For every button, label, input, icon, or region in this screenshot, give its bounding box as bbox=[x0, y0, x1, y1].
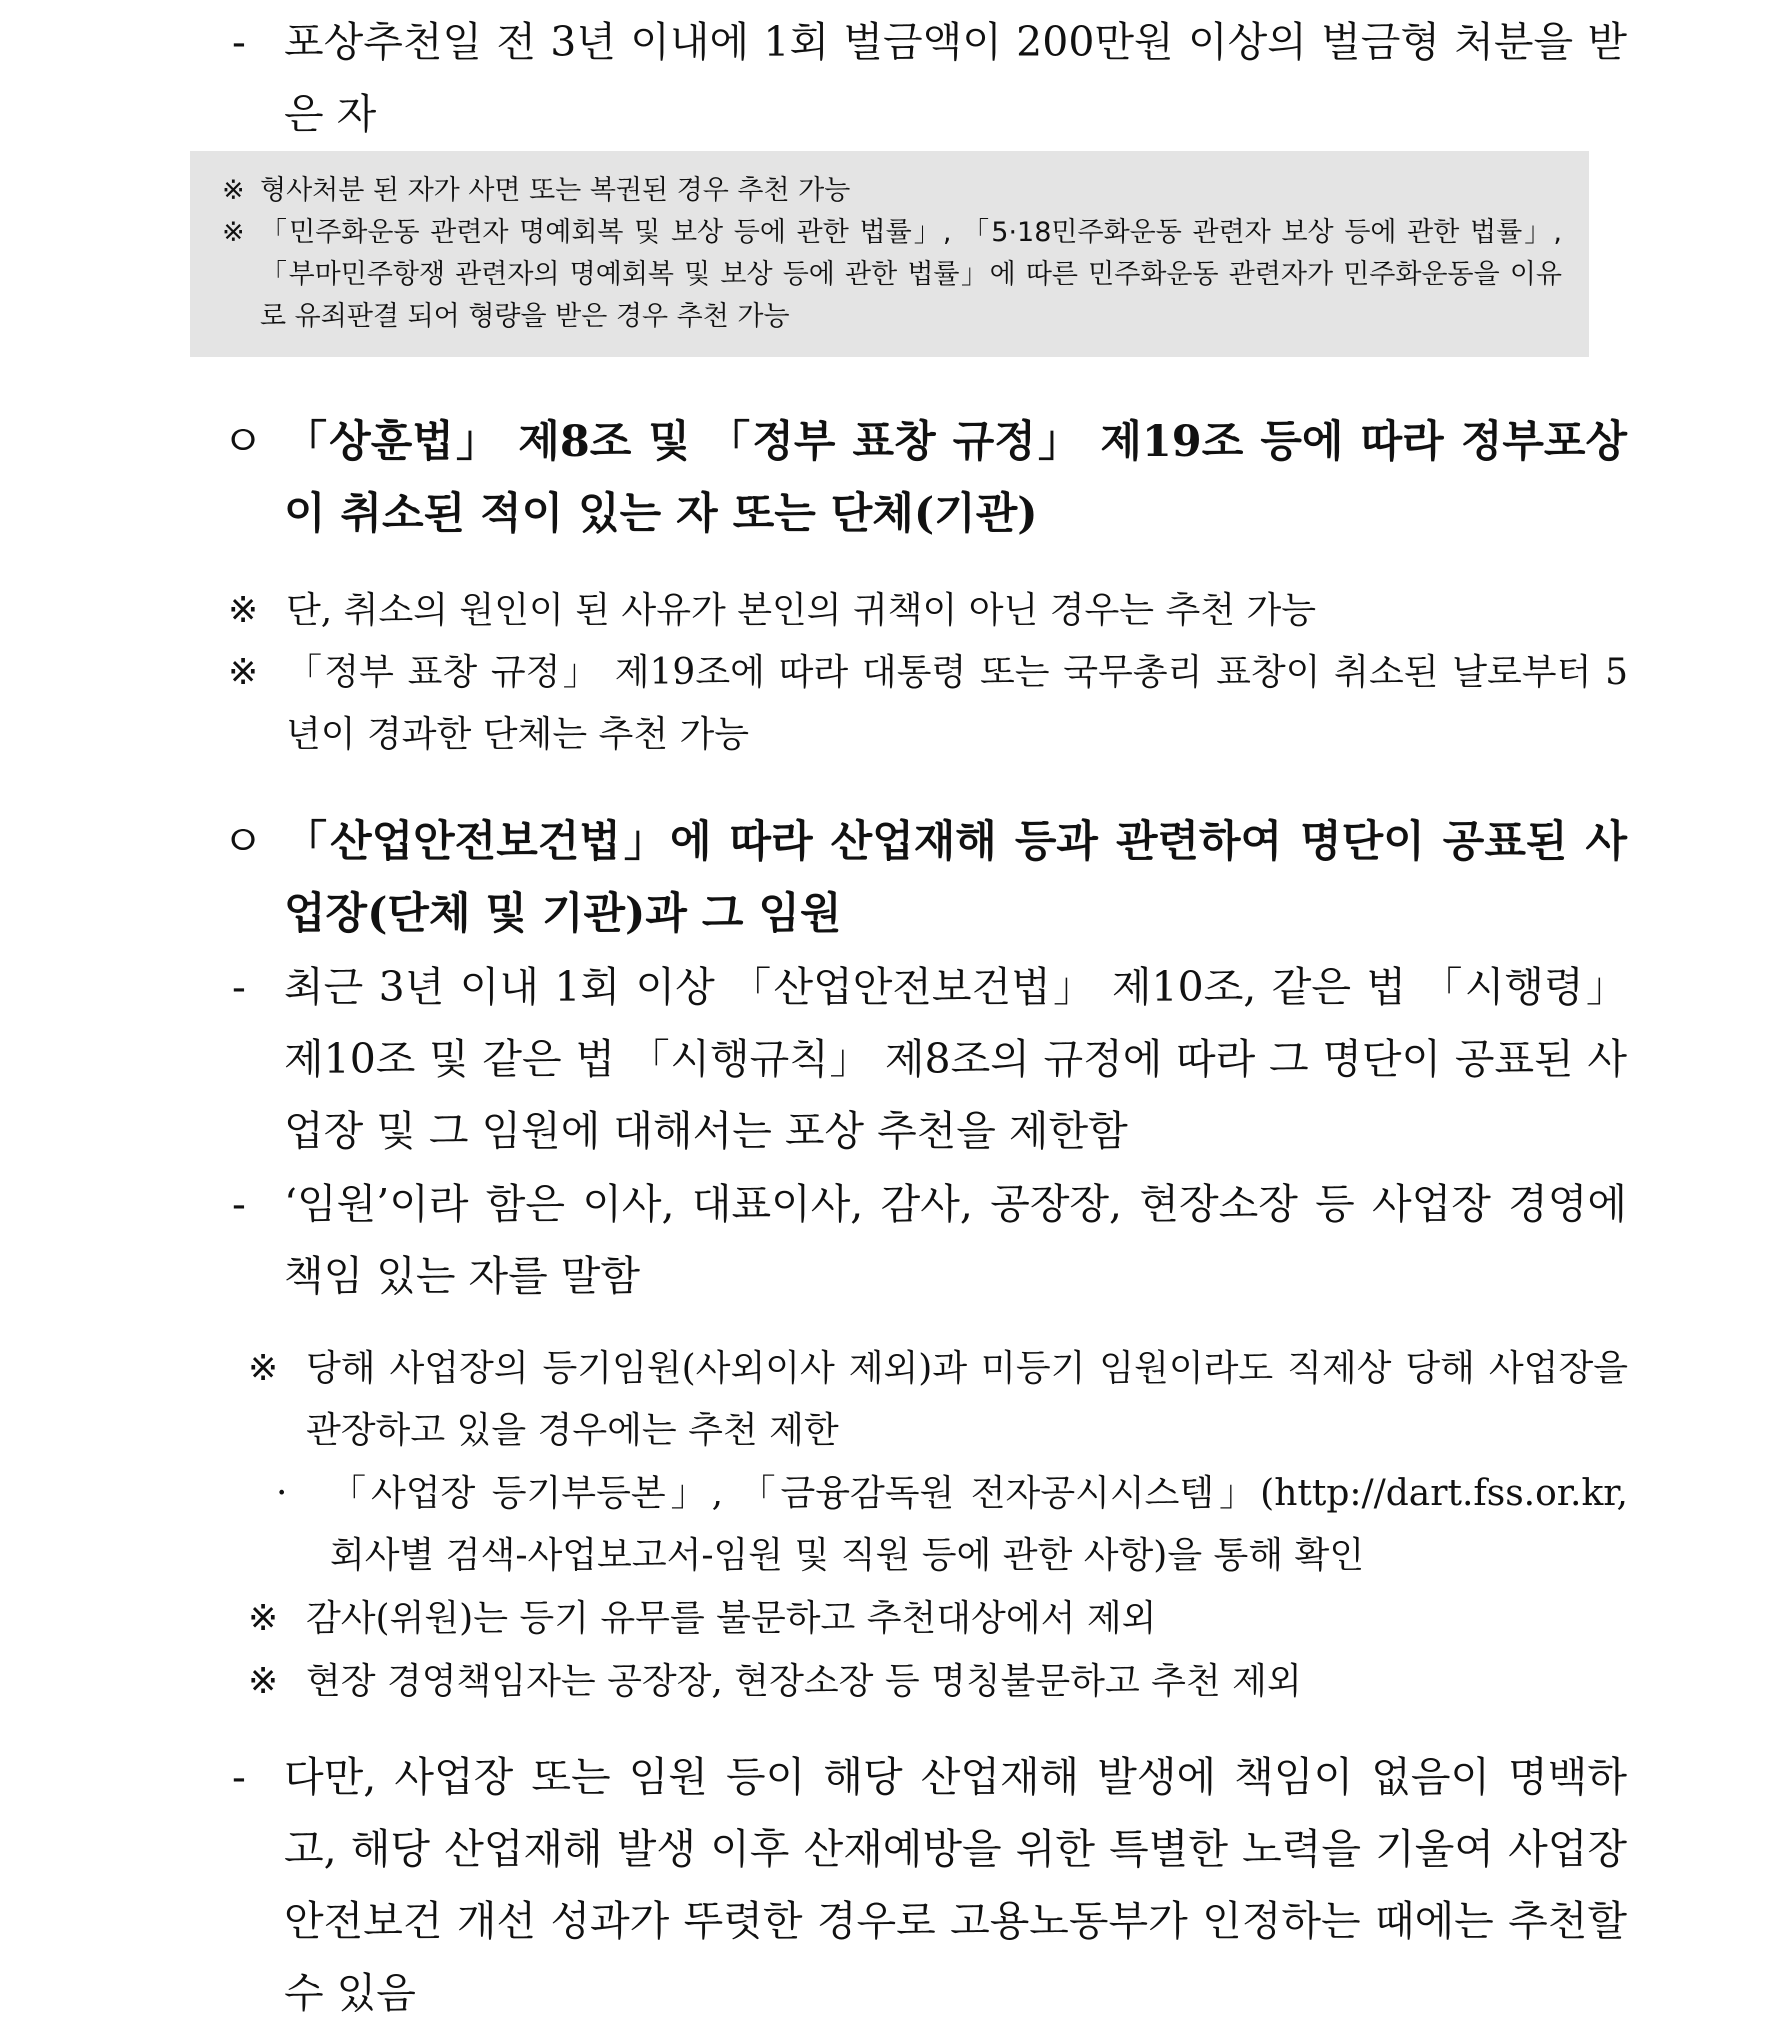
bullet-revoked-honors bbox=[222, 406, 1627, 550]
bullet-text: 「상훈법」 제8조 및 「정부 표창 규정」 제19조 등에 따라 정부포상이 취소된 적이 있는 자 또는 단체(기관) bbox=[284, 417, 1627, 539]
reference-mark: ※ bbox=[248, 1598, 279, 1639]
reference-mark: ※ bbox=[222, 217, 245, 248]
dash-marker: - bbox=[232, 1180, 246, 1228]
reference-mark: ※ bbox=[248, 1348, 279, 1389]
item-text: 「사업장 등기부등본」, 「금융감독원 전자공시시스템」(http://dart.fss.or.kr, 회사별 검색-사업보고서-임원 및 직원 등에 관한 사항)을 통해 확인 bbox=[330, 1473, 1628, 1576]
reference-mark: ※ bbox=[228, 590, 259, 631]
note-text: 단, 취소의 원인이 된 사유가 본인의 귀책이 아닌 경우는 추천 가능 bbox=[286, 590, 1317, 631]
criterion-exception bbox=[232, 1741, 1627, 2029]
note-five-years bbox=[228, 642, 1628, 766]
bullet-text: 「산업안전보건법」에 따라 산업재해 등과 관련하여 명단이 공표된 사업장(단체 및 기관)과 그 임원 bbox=[284, 817, 1627, 939]
penalty-criterion-item bbox=[232, 6, 1627, 150]
reference-mark: ※ bbox=[228, 652, 259, 693]
note-text: 「정부 표창 규정」 제19조에 따라 대통령 또는 국무총리 표창이 취소된 날로부터 5년이 경과한 단체는 추천 가능 bbox=[286, 652, 1628, 755]
dash-marker: - bbox=[232, 963, 246, 1011]
criterion-recent-three-years bbox=[232, 951, 1627, 1167]
bullet-industrial-safety bbox=[222, 806, 1627, 950]
dot-marker: · bbox=[276, 1473, 288, 1514]
circle-bullet-marker: ㅇ bbox=[222, 817, 264, 867]
note-text: 「민주화운동 관련자 명예회복 및 보상 등에 관한 법률」, 「5·18민주화운동 관련자 보상 등에 관한 법률」, 「부마민주항쟁 관련자의 명예회복 및 보상 등에 관한 법률」에 따른 민주화운동 관련자가 민주화운동을 이유로 유죄판결 되어 형량을 받은 경우 추천 가능 bbox=[260, 217, 1562, 332]
note-text: 감사(위원)는 등기 유무를 불문하고 추천대상에서 제외 bbox=[306, 1598, 1157, 1639]
item-text: 다만, 사업장 또는 임원 등이 해당 산업재해 발생에 책임이 없음이 명백하고, 해당 산업재해 발생 이후 산재예방을 위한 특별한 노력을 기울여 사업장 안전보건 개선 성과가 뚜렷한 경우로 고용노동부가 인정하는 때에는 추천할 수 있음 bbox=[284, 1753, 1627, 2017]
note-site-managers-excluded bbox=[248, 1651, 1628, 1713]
item-text: 포상추천일 전 3년 이내에 1회 벌금액이 200만원 이상의 벌금형 처분을 받은 자 bbox=[284, 18, 1627, 138]
note-auditors-excluded bbox=[248, 1588, 1628, 1650]
circle-bullet-marker: ㅇ bbox=[222, 417, 264, 467]
reference-mark: ※ bbox=[222, 175, 245, 206]
item-text: 최근 3년 이내 1회 이상 「산업안전보건법」 제10조, 같은 법 「시행령」 제10조 및 같은 법 「시행규칙」 제8조의 규정에 따라 그 명단이 공표된 사업장 및 그 임원에 대해서는 포상 추천을 제한함 bbox=[284, 963, 1627, 1155]
item-text: ‘임원’이라 함은 이사, 대표이사, 감사, 공장장, 현장소장 등 사업장 경영에 책임 있는 자를 말함 bbox=[284, 1180, 1627, 1300]
box-note-pardon bbox=[222, 170, 1562, 212]
reference-mark: ※ bbox=[248, 1661, 279, 1702]
note-not-own-fault bbox=[228, 580, 1628, 642]
note-registered-executives bbox=[248, 1338, 1628, 1462]
criterion-executive-definition bbox=[232, 1168, 1627, 1312]
box-note-democracy-movement bbox=[222, 212, 1562, 338]
note-text: 현장 경영책임자는 공장장, 현장소장 등 명칭불문하고 추천 제외 bbox=[306, 1661, 1302, 1702]
dash-marker: - bbox=[232, 18, 246, 66]
note-text: 당해 사업장의 등기임원(사외이사 제외)과 미등기 임원이라도 직제상 당해 사업장을 관장하고 있을 경우에는 추천 제한 bbox=[306, 1348, 1628, 1451]
dash-marker: - bbox=[232, 1753, 246, 1801]
note-text: 형사처분 된 자가 사면 또는 복권된 경우 추천 가능 bbox=[260, 175, 851, 206]
dot-verification-method bbox=[276, 1463, 1628, 1587]
